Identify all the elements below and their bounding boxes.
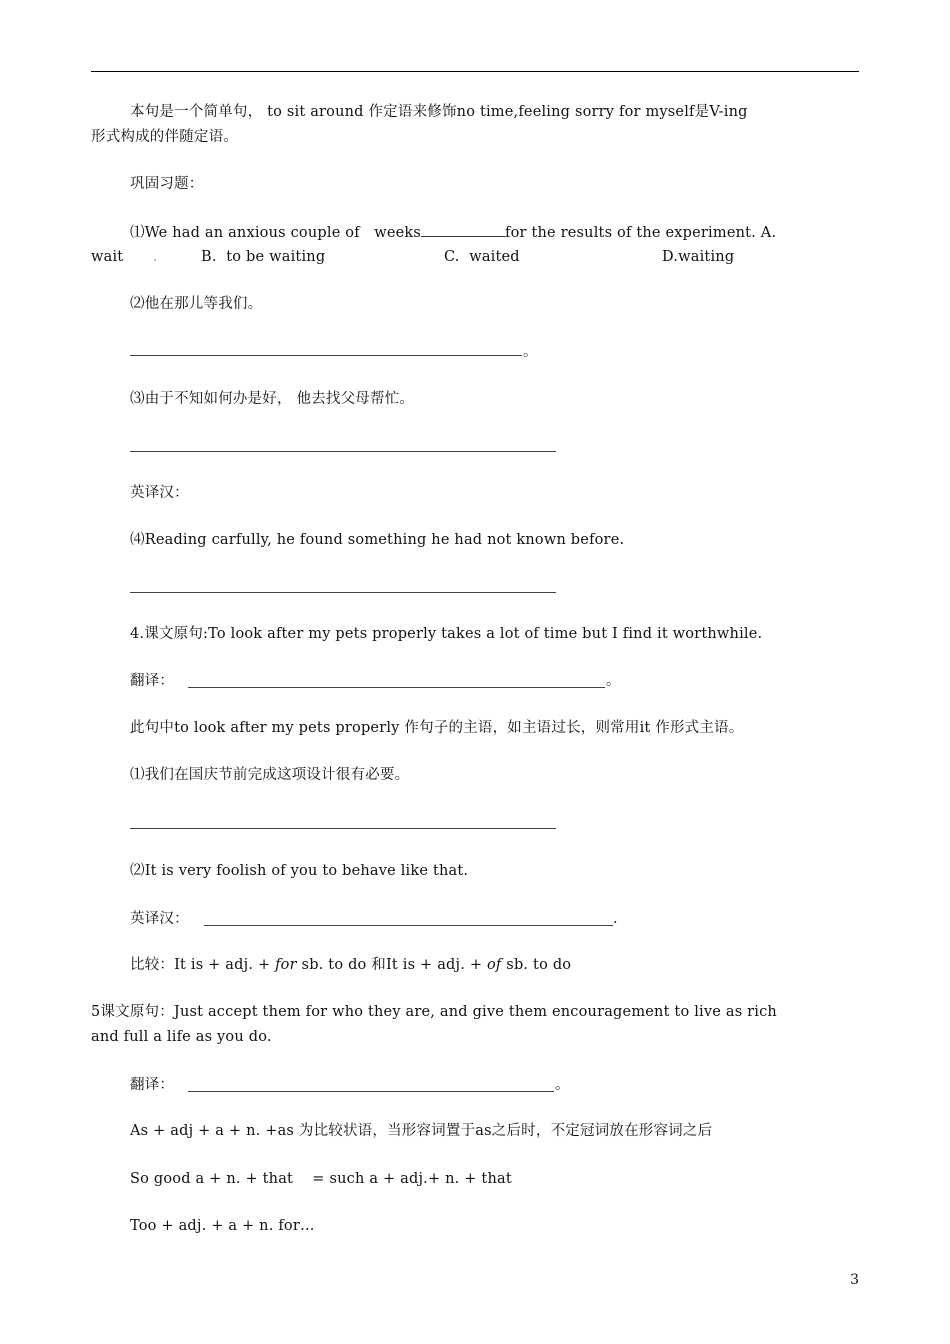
question-1-option-b: B. to be waiting bbox=[201, 249, 326, 265]
question-1-option-c: C. waited bbox=[444, 249, 520, 265]
question-1-option-a: wait bbox=[91, 249, 124, 265]
highlight-mark: ． bbox=[153, 249, 168, 265]
comparison-for: for bbox=[275, 957, 297, 973]
answer-line-q3 bbox=[130, 451, 556, 452]
question-1-blank bbox=[421, 222, 505, 237]
note-line-2: 形式构成的伴随定语。 bbox=[91, 129, 238, 145]
section-4-en-to-cn-end: . bbox=[613, 911, 618, 927]
comparison-of: of bbox=[487, 957, 502, 973]
section-5-original-line-2: and full a life as you do. bbox=[91, 1029, 272, 1045]
answer-line-example-1 bbox=[130, 828, 556, 829]
answer-line-q2 bbox=[130, 355, 522, 356]
section-4-explanation: 此句中to look after my pets properly 作句子的主语，如主语过长，则常用it 作形式主语。 bbox=[130, 720, 744, 736]
comparison-text-b: sb. to do 和It is + adj. + bbox=[296, 957, 487, 973]
practice-heading: 巩固习题： bbox=[130, 176, 204, 192]
question-1-text-a: ⑴We had an anxious couple of weeks bbox=[130, 225, 422, 241]
section-5-translate-label: 翻译： bbox=[130, 1077, 175, 1093]
answer-line-section-5-translate bbox=[188, 1091, 554, 1092]
section-5-translate-end: 。 bbox=[555, 1077, 570, 1093]
section-4-translate-label: 翻译： bbox=[130, 673, 175, 689]
section-4-example-2: ⑵It is very foolish of you to behave like that. bbox=[130, 863, 469, 879]
note-line-1: 本句是一个简单句， to sit around 作定语来修饰no time,feeling sorry for myself是V-ing bbox=[130, 104, 748, 120]
section-5-original-line-1: 5课文原句：Just accept them for who they are, and give them encouragement to live as rich bbox=[91, 1004, 777, 1020]
page-number: 3 bbox=[850, 1272, 859, 1288]
question-3-prompt: ⑶由于不知如何办是好， 他去找父母帮忙。 bbox=[130, 391, 415, 407]
section-4-example-1: ⑴我们在国庆节前完成这项设计很有必要。 bbox=[130, 767, 410, 783]
grammar-rule-3: Too + adj. + a + n. for… bbox=[130, 1218, 315, 1234]
comparison-line bbox=[130, 955, 571, 975]
question-4-prompt: ⑷Reading carfully, he found something he had not known before. bbox=[130, 532, 625, 548]
en-to-cn-heading: 英译汉： bbox=[130, 485, 189, 501]
question-1-text-b: for the results of the experiment. A. bbox=[505, 225, 777, 241]
grammar-rule-2: So good a + n. + that = such a + adj.+ n. + that bbox=[130, 1171, 512, 1187]
answer-line-q4 bbox=[130, 592, 556, 593]
answer-line-example-2 bbox=[204, 925, 613, 926]
section-4-translate-end: 。 bbox=[606, 673, 621, 689]
section-4-original-sentence: 4.课文原句:To look after my pets properly takes a lot of time but I find it worthwhile. bbox=[130, 626, 763, 642]
question-2-prompt: ⑵他在那儿等我们。 bbox=[130, 296, 263, 312]
question-1-option-d: D.waiting bbox=[662, 249, 735, 265]
grammar-rule-1: As + adj + a + n. +as 为比较状语，当形容词置于as之后时，不定冠词放在形容词之后 bbox=[130, 1123, 713, 1139]
question-2-end: 。 bbox=[523, 344, 538, 360]
header-rule bbox=[91, 71, 859, 72]
comparison-text-c: sb. to do bbox=[501, 957, 572, 973]
section-4-en-to-cn-label: 英译汉： bbox=[130, 911, 189, 927]
comparison-text-a: 比较：It is + adj. + bbox=[130, 957, 276, 973]
question-1-line-1 bbox=[130, 222, 776, 243]
answer-line-section-4-translate bbox=[188, 687, 605, 688]
